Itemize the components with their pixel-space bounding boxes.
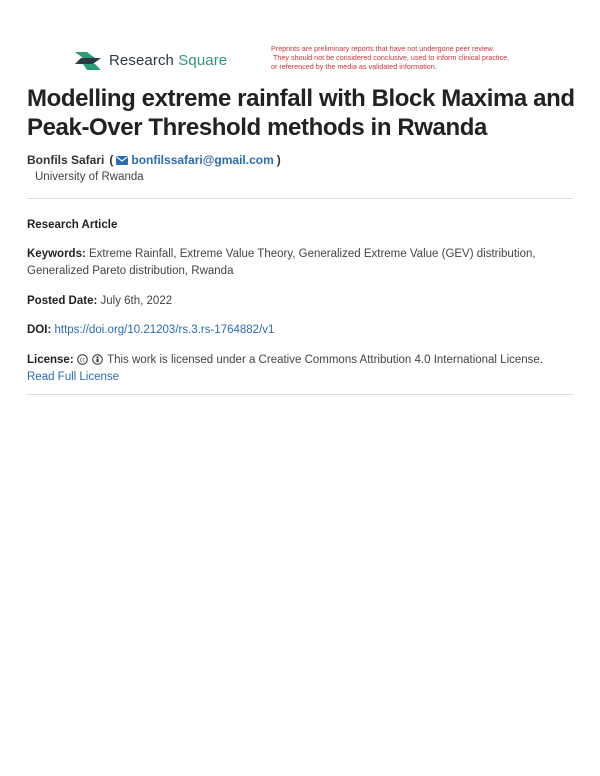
author-line: Bonfils Safari ( bonfilssafari@gmail.com ): [27, 153, 281, 167]
license: License: cc This work is licensed under a Creative Commons Attribution 4.0 International License. Read Full License: [27, 354, 544, 383]
cc-by-icon: [92, 354, 103, 365]
keywords: Keywords: Extreme Rainfall, Extreme Value Theory, Generalized Extreme Value (GEV) distribution, Generalized Pareto distribution, Rwanda: [27, 248, 536, 277]
logo-mark-icon: [73, 48, 103, 72]
posted-date: Posted Date: July 6th, 2022: [27, 295, 173, 307]
preprint-disclaimer: [271, 44, 571, 71]
disclaimer-line: or referenced by the media as validated information.: [271, 62, 437, 71]
author-affiliation: University of Rwanda: [35, 171, 144, 183]
research-square-logo[interactable]: [73, 48, 227, 72]
doi: DOI: https://doi.org/10.21203/rs.3.rs-1764882/v1: [27, 324, 275, 336]
disclaimer-line: Preprints are preliminary reports that have not undergone peer review.: [271, 44, 495, 53]
divider: [27, 394, 573, 395]
logo-text: Research Square: [109, 51, 228, 69]
doi-link[interactable]: https://doi.org/10.21203/rs.3.rs-1764882/v1: [54, 324, 275, 336]
cc-icon: [77, 354, 88, 365]
svg-text:cc: cc: [79, 357, 86, 364]
author-email-link[interactable]: bonfilssafari@gmail.com: [131, 153, 274, 167]
divider: [27, 198, 573, 199]
header: [73, 44, 580, 84]
envelope-icon: [116, 156, 128, 165]
disclaimer-line: They should not be considered conclusive, used to inform clinical practice,: [273, 53, 510, 62]
article-type: Research Article: [27, 219, 118, 231]
paper-title: Modelling extreme rainfall with Block Maxima and Peak-Over Threshold methods in Rwanda: [27, 85, 575, 141]
author-name: Bonfils Safari: [27, 153, 105, 167]
read-full-license-link[interactable]: Read Full License: [27, 371, 120, 383]
